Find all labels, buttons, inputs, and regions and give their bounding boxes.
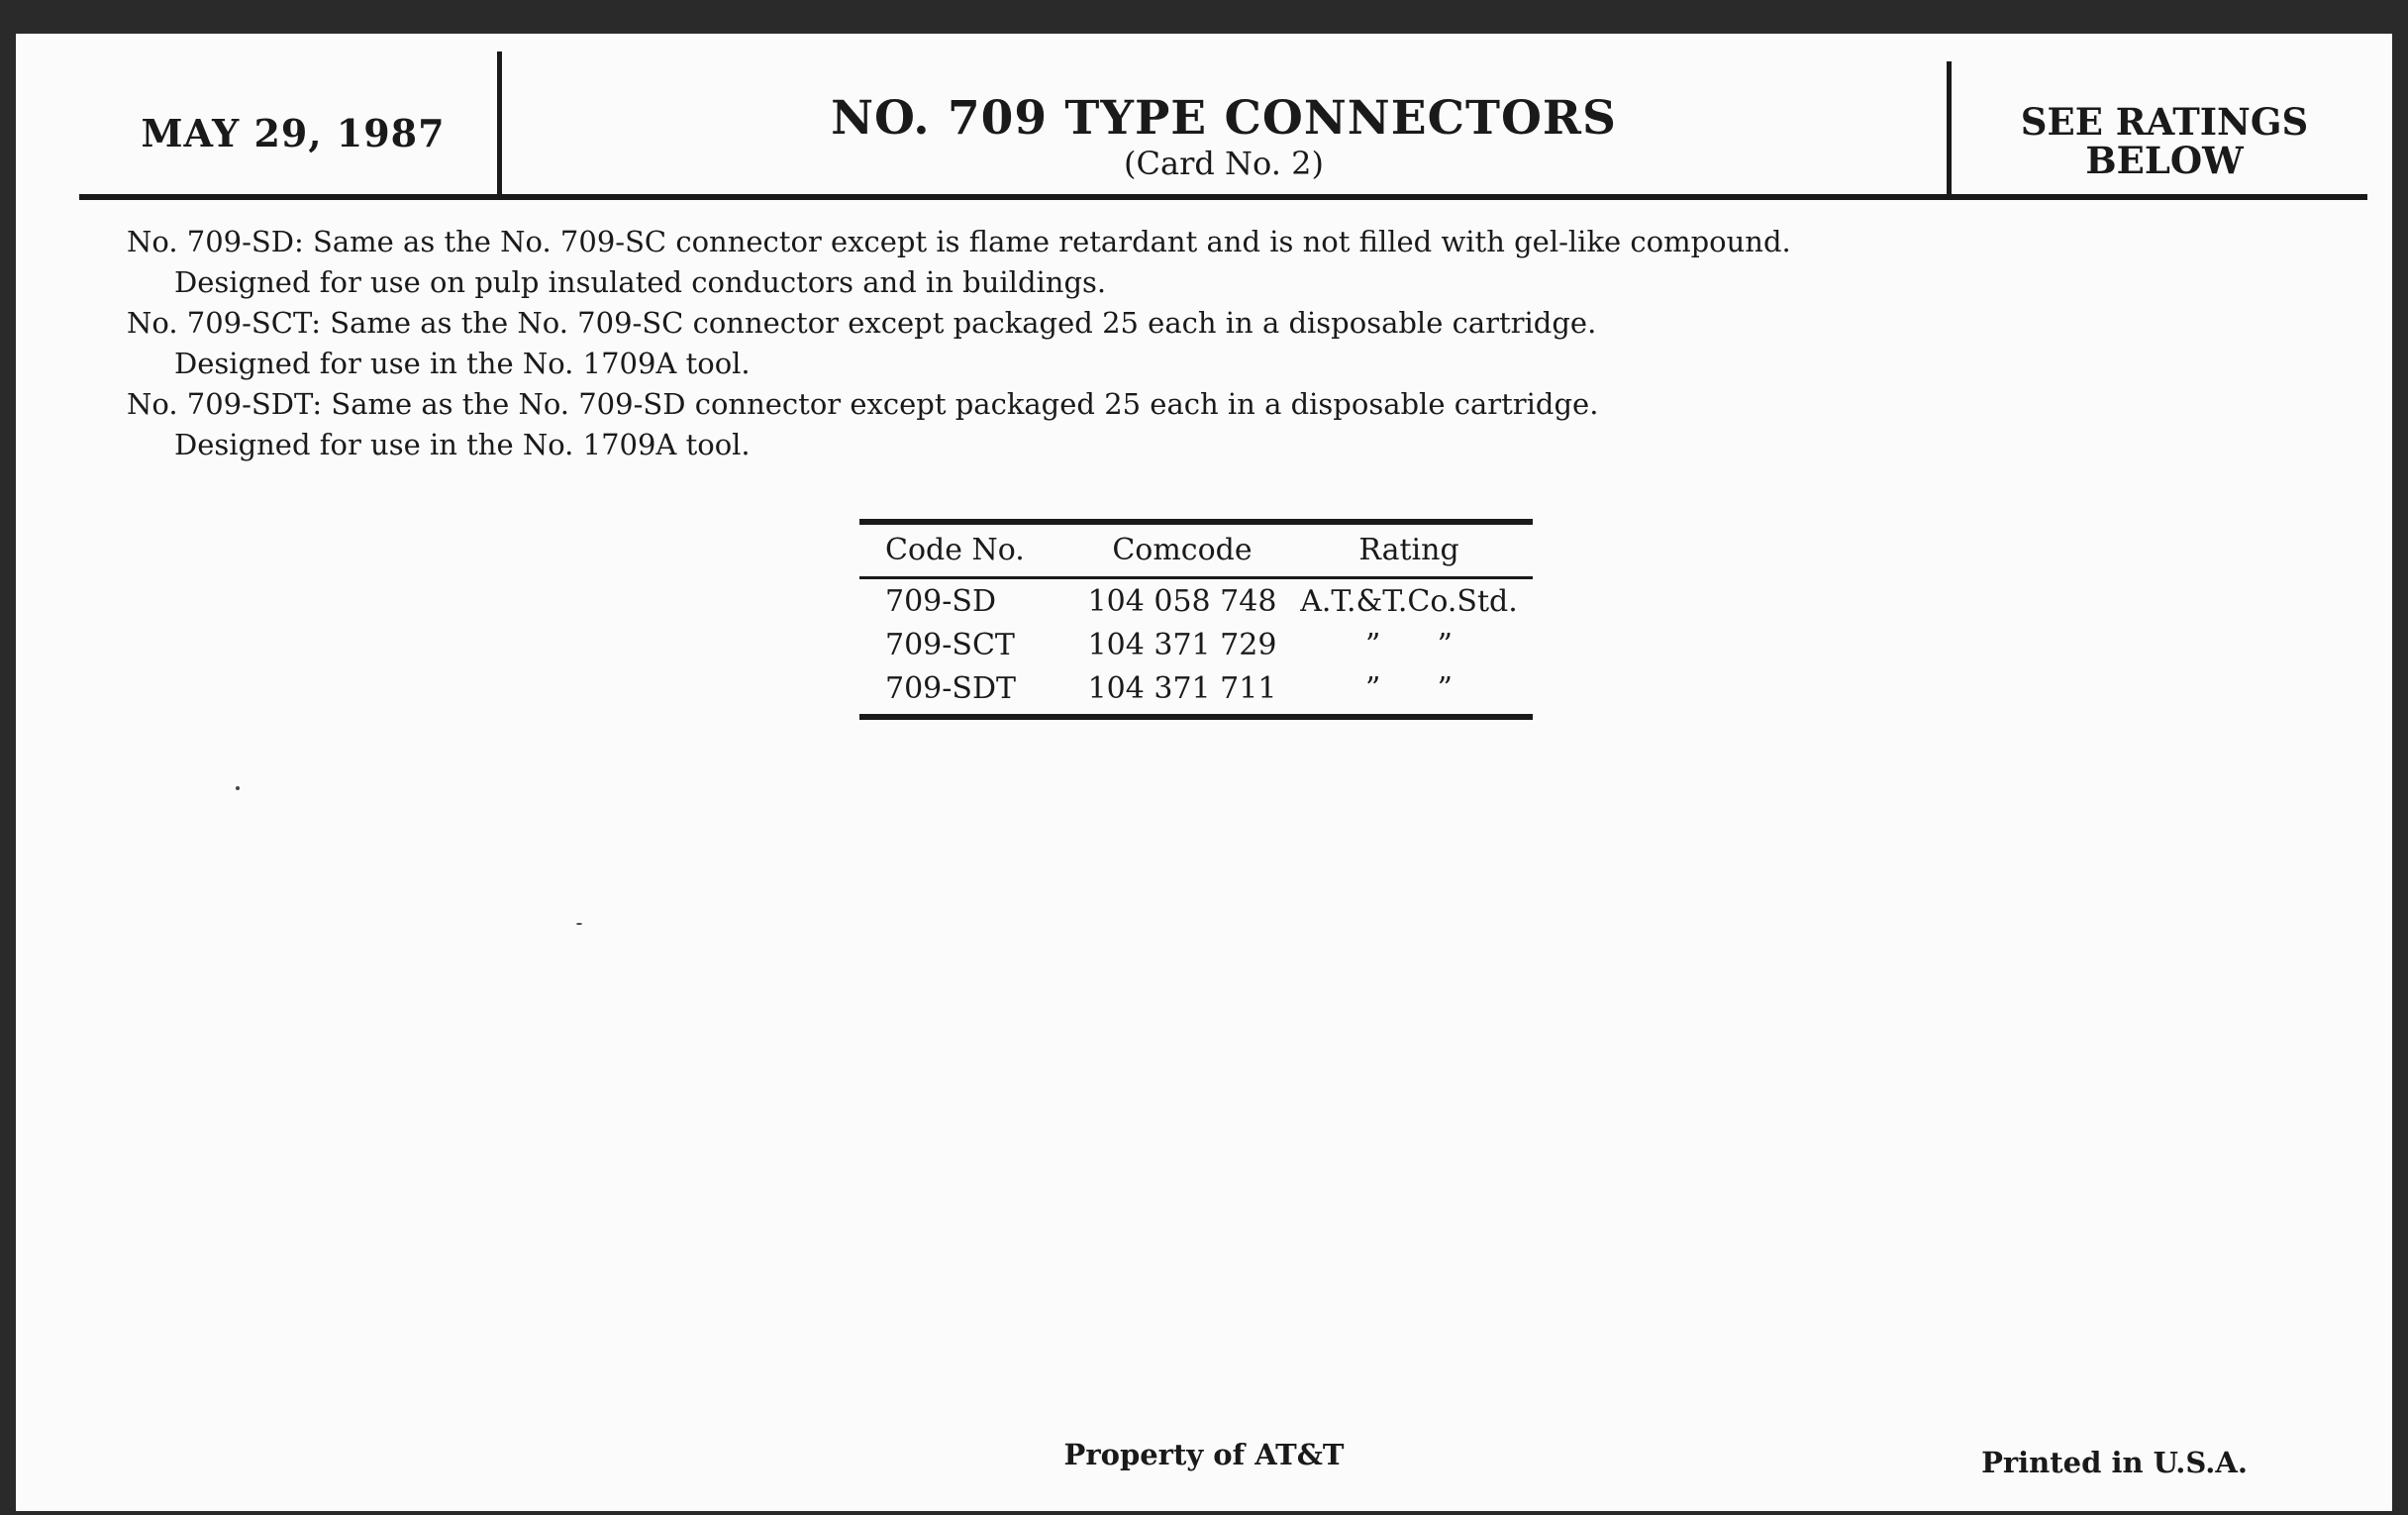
document-card xyxy=(16,34,2392,1511)
footer-printed: Printed in U.S.A. xyxy=(1981,1446,2248,1479)
header-divider-right xyxy=(1947,61,1952,200)
cell-comcode: 104 371 711 xyxy=(1087,670,1277,706)
print-speck xyxy=(576,923,582,925)
header-divider-left xyxy=(497,51,502,200)
footer-property: Property of AT&T xyxy=(1063,1438,1345,1471)
description-line: No. 709-SDT: Same as the No. 709-SD connector except packaged 25 each in a disposable cartridge. xyxy=(127,387,1599,421)
card-date: MAY 29, 1987 xyxy=(141,111,446,155)
table-row xyxy=(859,623,1533,666)
description-block xyxy=(127,222,1909,465)
print-speck xyxy=(236,786,240,790)
cell-code-no: 709-SD xyxy=(885,583,997,619)
card-title: NO. 709 TYPE CONNECTORS xyxy=(831,91,1617,146)
header-comcode: Comcode xyxy=(1112,532,1253,567)
cell-comcode: 104 371 729 xyxy=(1087,627,1277,662)
cell-code-no: 709-SCT xyxy=(885,627,1015,662)
cell-comcode: 104 058 748 xyxy=(1087,583,1277,619)
table-row xyxy=(859,579,1533,623)
description-line: Designed for use in the No. 1709A tool. xyxy=(174,347,751,380)
ratings-line-1: SEE RATINGS xyxy=(2020,100,2309,144)
cell-rating: ” ” xyxy=(1365,670,1453,706)
table-header-row xyxy=(859,525,1533,574)
header-rule xyxy=(79,194,2367,200)
description-line: No. 709-SCT: Same as the No. 709-SC connector except packaged 25 each in a disposable cartridge. xyxy=(127,306,1597,340)
header-code-no: Code No. xyxy=(885,532,1025,567)
card-subtitle: (Card No. 2) xyxy=(1124,145,1324,182)
description-line: Designed for use in the No. 1709A tool. xyxy=(174,428,751,461)
description-line: No. 709-SD: Same as the No. 709-SC connector except is flame retardant and is not filled with gel-like compound. xyxy=(127,225,1791,258)
table-bottom-rule xyxy=(859,714,1533,720)
ratings-note xyxy=(1956,100,2372,182)
cell-rating: ” ” xyxy=(1365,627,1453,662)
cell-rating: A.T.&T.Co.Std. xyxy=(1300,583,1518,619)
ratings-table xyxy=(859,519,1533,720)
description-line: Designed for use on pulp insulated conductors and in buildings. xyxy=(174,265,1107,299)
table-row xyxy=(859,666,1533,710)
cell-code-no: 709-SDT xyxy=(885,670,1017,706)
header-rating: Rating xyxy=(1358,532,1459,567)
ratings-line-2: BELOW xyxy=(2085,139,2244,182)
